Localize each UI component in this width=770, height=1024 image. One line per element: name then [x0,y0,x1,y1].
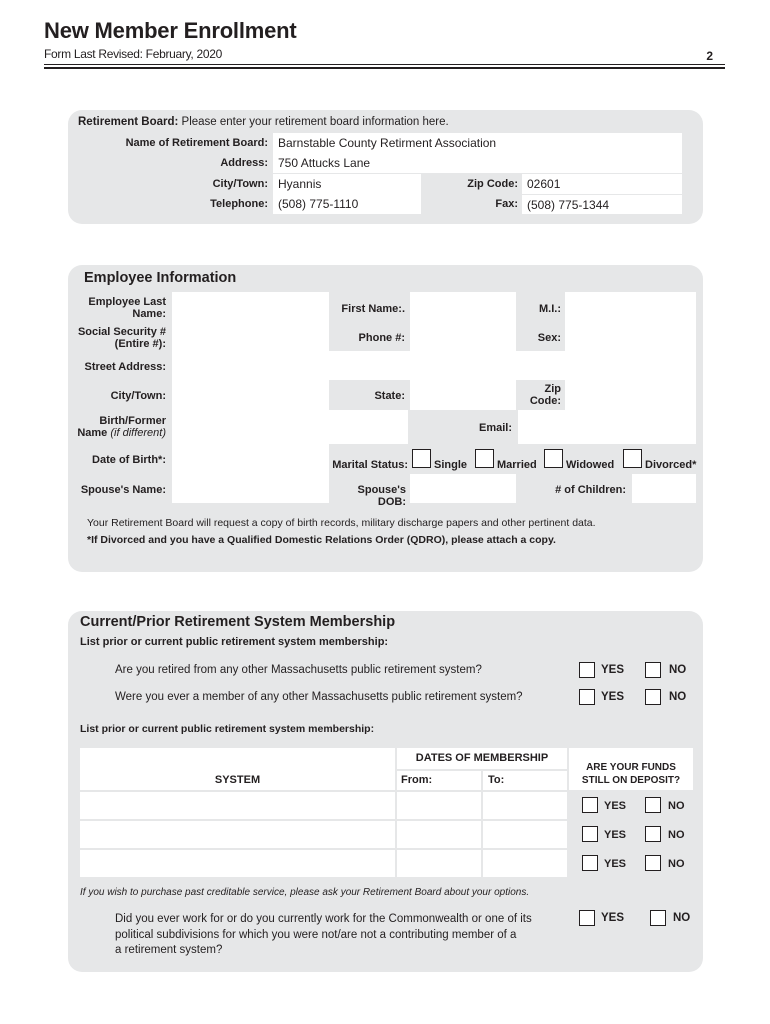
from-cell-2[interactable] [397,821,481,848]
board-name-field[interactable]: Barnstable County Retirment Association [273,133,682,153]
form-revised-date: Form Last Revised: February, 2020 [44,47,222,61]
emp-city-label: City/Town: [110,390,166,402]
to-cell-3[interactable] [483,850,567,877]
dates-header-label: DATES OF MEMBERSHIP [415,752,549,764]
deposit-no-checkbox-3[interactable] [645,855,661,871]
last-name-label-line1: Employee Last [88,296,166,308]
deposit-no-label-3: NO [668,858,685,870]
email-label: Email: [478,422,512,434]
divorced-label: Divorced* [645,459,697,471]
dob-label: Date of Birth*: [92,454,166,466]
deposit-yes-label-3: YES [604,858,627,870]
system-header-label: SYSTEM [214,774,261,786]
emp-zip-label [516,383,561,407]
commonwealth-no-label: NO [673,912,691,924]
sex-label: Sex: [537,332,561,344]
board-name-label: Name of Retirement Board: [125,137,268,149]
birth-name-label-note: (if different) [110,427,166,439]
membership-subtitle: List prior or current public retirement system membership: [80,636,389,648]
email-field[interactable] [518,410,696,444]
state-label: State: [374,390,405,402]
board-intro [78,116,449,128]
funds-header-label [569,761,693,787]
from-header-label: From: [401,774,433,786]
membership-list-label: List prior or current public retirement system membership: [80,723,375,735]
emp-zip-label-line1: Zip [544,383,561,395]
birth-name-field[interactable] [172,410,408,444]
employee-section-title: Employee Information [84,270,237,286]
header-rule-thick [44,67,725,69]
system-cell-3[interactable] [80,850,395,877]
last-name-label-line2: Name: [132,308,166,320]
system-cell-1[interactable] [80,792,395,819]
deposit-no-checkbox-1[interactable] [645,797,661,813]
dob-field[interactable] [172,444,329,474]
spouse-name-field[interactable] [172,474,329,503]
board-city-label: City/Town: [212,178,268,190]
spouse-dob-label: Spouse's DOB: [357,484,406,508]
ssn-label [70,326,166,350]
retired-no-checkbox[interactable] [645,662,661,678]
commonwealth-yes-checkbox[interactable] [579,910,595,926]
board-fax-label: Fax: [495,198,518,210]
page-title: New Member Enrollment [44,18,297,43]
board-intro-label: Retirement Board: [78,116,179,128]
funds-header-line2: STILL ON DEPOSIT? [581,775,681,786]
birth-name-label-line1: Birth/Former [99,415,166,427]
deposit-yes-checkbox-1[interactable] [582,797,598,813]
board-intro-text: Please enter your retirement board information here. [181,116,449,128]
phone-field[interactable] [410,322,516,351]
board-address-label: Address: [220,157,268,169]
deposit-yes-checkbox-3[interactable] [582,855,598,871]
state-field[interactable] [410,380,516,410]
board-zip-label: Zip Code: [467,178,518,190]
to-cell-1[interactable] [483,792,567,819]
sex-field[interactable] [565,322,696,351]
single-label: Single [434,459,468,471]
married-checkbox[interactable] [475,449,494,468]
board-address-field[interactable]: 750 Attucks Lane [273,153,682,173]
board-phone-label: Telephone: [210,198,268,210]
deposit-no-checkbox-2[interactable] [645,826,661,842]
spouse-dob-field[interactable] [410,474,516,503]
board-fax-field[interactable]: (508) 775-1344 [522,195,682,214]
emp-zip-label-line2: Code: [529,395,561,407]
first-name-label: First Name:. [341,303,405,315]
to-cell-2[interactable] [483,821,567,848]
retired-no-label: NO [669,664,687,676]
married-label: Married [497,459,537,471]
children-label: # of Children: [555,484,626,496]
board-city-field[interactable]: Hyannis [273,174,421,194]
system-cell-2[interactable] [80,821,395,848]
membership-section-title: Current/Prior Retirement System Membership [80,614,396,630]
deposit-yes-label-2: YES [604,829,627,841]
employee-note-qdro: *If Divorced and you have a Qualified Domestic Relations Order (QDRO), please attach a copy. [87,534,556,546]
board-phone-field[interactable]: (508) 775-1110 [273,194,421,214]
member-no-label: NO [669,691,687,703]
ssn-label-line2: (Entire #): [114,338,166,350]
member-yes-label: YES [601,691,625,703]
deposit-no-label-1: NO [668,800,685,812]
emp-zip-field[interactable] [565,380,696,410]
creditable-service-note: If you wish to purchase past creditable service, please ask your Retirement Board about your options. [80,887,530,898]
question-retired: Are you retired from any other Massachusetts public retirement system? [115,664,482,676]
funds-header-line1: ARE YOUR FUNDS [586,762,676,773]
header-rule [44,64,725,65]
spouse-name-label: Spouse's Name: [80,484,166,496]
street-field[interactable] [172,351,696,380]
birth-name-label-line2 [70,427,166,439]
to-header-label: To: [488,774,505,786]
mi-field[interactable] [565,292,696,322]
widowed-checkbox[interactable] [544,449,563,468]
phone-label: Phone #: [358,332,405,344]
deposit-yes-checkbox-2[interactable] [582,826,598,842]
question-commonwealth-line2: political subdivisions for which you were not/are not a contributing member of a [115,928,517,941]
first-name-field[interactable] [410,292,516,322]
from-cell-3[interactable] [397,850,481,877]
children-field[interactable] [632,474,696,503]
deposit-yes-label-1: YES [604,800,627,812]
marital-label: Marital Status: [332,459,408,471]
last-name-field[interactable] [172,292,329,322]
single-checkbox[interactable] [412,449,431,468]
birth-name-label-name: Name [77,427,108,439]
mi-label: M.I.: [539,303,561,315]
widowed-label: Widowed [566,459,615,471]
last-name-label [70,296,166,320]
commonwealth-no-checkbox[interactable] [650,910,666,926]
question-commonwealth-line1: Did you ever work for or do you currently work for the Commonwealth or one of its [115,913,532,925]
ssn-label-line1: Social Security # [77,326,166,338]
question-member: Were you ever a member of any other Massachusetts public retirement system? [115,691,523,703]
page-number: 2 [706,49,713,63]
board-zip-field[interactable]: 02601 [522,174,682,194]
question-commonwealth-line3: a retirement system? [115,944,223,956]
retired-yes-label: YES [601,664,625,676]
retired-yes-checkbox[interactable] [579,662,595,678]
deposit-no-label-2: NO [668,829,685,841]
commonwealth-yes-label: YES [601,912,625,924]
street-label: Street Address: [84,361,166,373]
ssn-field[interactable] [172,322,329,351]
emp-city-field[interactable] [172,380,329,410]
from-cell-1[interactable] [397,792,481,819]
member-yes-checkbox[interactable] [579,689,595,705]
member-no-checkbox[interactable] [645,689,661,705]
employee-note: Your Retirement Board will request a copy of birth records, military discharge papers and other pertinent data. [87,517,596,529]
divorced-checkbox[interactable] [623,449,642,468]
question-commonwealth [115,912,532,959]
birth-name-label [70,415,166,439]
